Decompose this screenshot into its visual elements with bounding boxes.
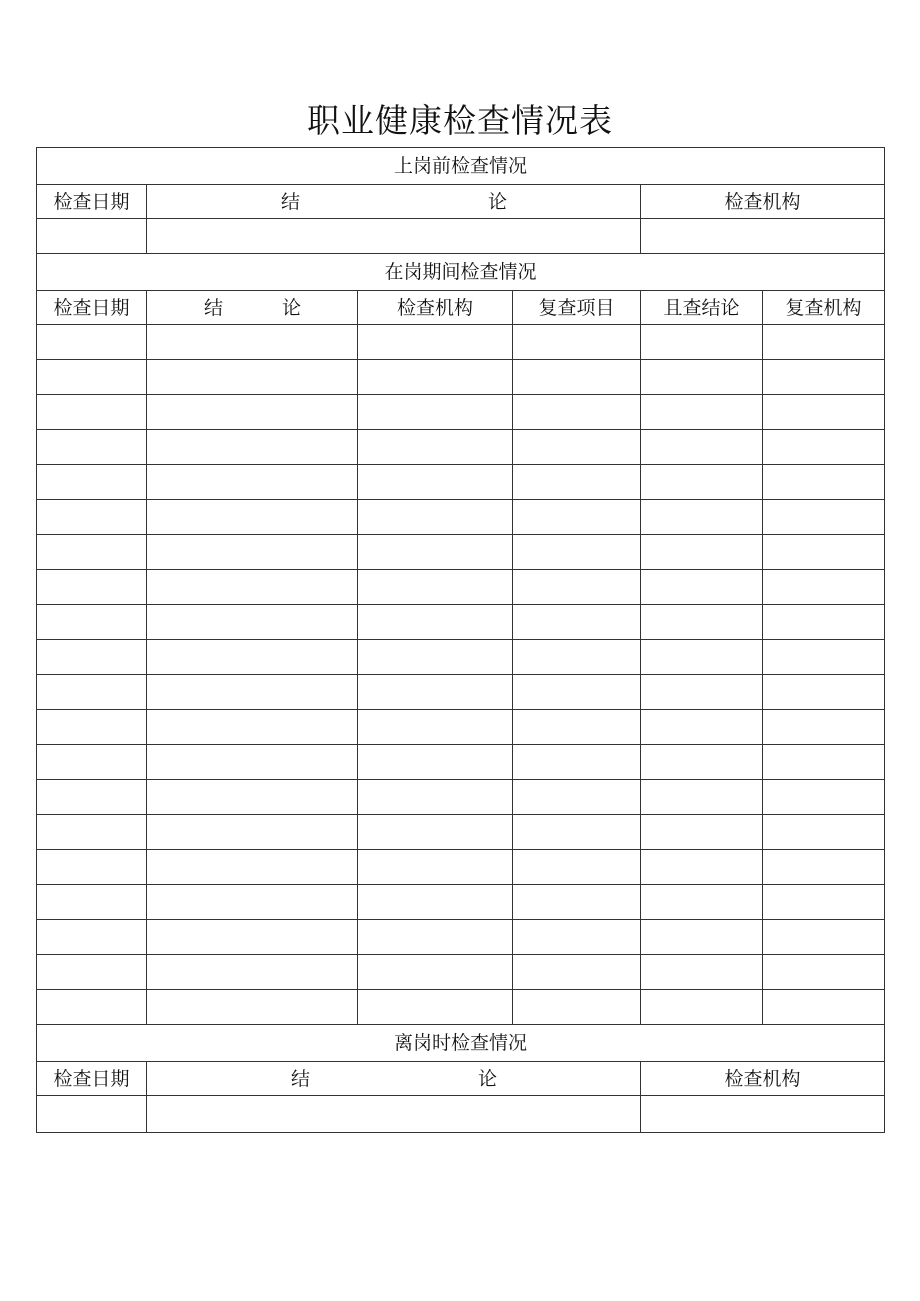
duty-recheck-items-cell[interactable] (513, 990, 641, 1025)
duty-conclusion-cell[interactable] (147, 675, 358, 710)
duty-date-cell[interactable] (37, 920, 147, 955)
duty-institution-cell[interactable] (358, 640, 513, 675)
duty-recheck-conclusion-cell[interactable] (641, 570, 763, 605)
on-duty-entry-row (37, 430, 885, 465)
pre-institution-header: 检查机构 (641, 185, 885, 219)
duty-recheck-items-cell[interactable] (513, 955, 641, 990)
duty-recheck-institution-cell[interactable] (763, 780, 885, 815)
duty-recheck-items-cell[interactable] (513, 920, 641, 955)
exit-conclusion-cell[interactable] (147, 1096, 641, 1133)
duty-recheck-conclusion-cell[interactable] (641, 675, 763, 710)
on-duty-entry-row (37, 850, 885, 885)
duty-recheck-conclusion-cell[interactable] (641, 325, 763, 360)
duty-conclusion-cell[interactable] (147, 710, 358, 745)
on-duty-entry-row (37, 955, 885, 990)
duty-recheck-conclusion-cell[interactable] (641, 500, 763, 535)
on-duty-entry-row (37, 920, 885, 955)
duty-conclusion-cell[interactable] (147, 850, 358, 885)
duty-conclusion-cell[interactable] (147, 955, 358, 990)
duty-institution-cell[interactable] (358, 850, 513, 885)
duty-recheck-items-cell[interactable] (513, 675, 641, 710)
duty-date-cell[interactable] (37, 850, 147, 885)
duty-institution-cell[interactable] (358, 605, 513, 640)
duty-recheck-items-cell[interactable] (513, 640, 641, 675)
duty-institution-cell[interactable] (358, 920, 513, 955)
on-duty-entry-row (37, 745, 885, 780)
pre-employment-entry-row (37, 219, 885, 254)
duty-recheck-conclusion-cell[interactable] (641, 605, 763, 640)
duty-recheck-institution-cell[interactable] (763, 570, 885, 605)
duty-conclusion-cell[interactable] (147, 535, 358, 570)
duty-conclusion-header (147, 291, 358, 325)
exit-conclusion-header (147, 1062, 641, 1096)
duty-date-cell[interactable] (37, 535, 147, 570)
duty-recheck-items-cell[interactable] (513, 710, 641, 745)
pre-date-header: 检查日期 (37, 185, 147, 219)
duty-date-header: 检查日期 (37, 291, 147, 325)
duty-date-cell[interactable] (37, 885, 147, 920)
duty-recheck-items-cell[interactable] (513, 325, 641, 360)
duty-institution-cell[interactable] (358, 955, 513, 990)
pre-conclusion-cell[interactable] (147, 219, 641, 254)
duty-institution-cell[interactable] (358, 535, 513, 570)
on-duty-entry-row (37, 500, 885, 535)
duty-date-cell[interactable] (37, 360, 147, 395)
exit-header-row (37, 1062, 885, 1096)
duty-recheck-items-cell[interactable] (513, 815, 641, 850)
duty-recheck-conclusion-cell[interactable] (641, 745, 763, 780)
duty-recheck-items-cell[interactable] (513, 605, 641, 640)
duty-conclusion-cell[interactable] (147, 815, 358, 850)
duty-recheck-items-cell[interactable] (513, 430, 641, 465)
duty-recheck-institution-cell[interactable] (763, 745, 885, 780)
duty-recheck-institution-cell[interactable] (763, 535, 885, 570)
duty-institution-cell[interactable] (358, 360, 513, 395)
duty-institution-cell[interactable] (358, 990, 513, 1025)
duty-recheck-conclusion-cell[interactable] (641, 360, 763, 395)
pre-institution-cell[interactable] (641, 219, 885, 254)
on-duty-entry-row (37, 465, 885, 500)
duty-recheck-institution-cell[interactable] (763, 920, 885, 955)
duty-institution-cell[interactable] (358, 465, 513, 500)
duty-conclusion-cell[interactable] (147, 990, 358, 1025)
duty-recheck-items-cell[interactable] (513, 395, 641, 430)
pre-employment-section-title: 上岗前检查情况 (37, 148, 885, 185)
duty-date-cell[interactable] (37, 325, 147, 360)
on-duty-header-row (37, 291, 885, 325)
duty-institution-cell[interactable] (358, 430, 513, 465)
pre-conclusion-header (147, 185, 641, 219)
duty-recheck-conclusion-cell[interactable] (641, 465, 763, 500)
on-duty-entry-row (37, 885, 885, 920)
duty-recheck-institution-cell[interactable] (763, 675, 885, 710)
duty-recheck-conclusion-cell[interactable] (641, 535, 763, 570)
duty-date-cell[interactable] (37, 710, 147, 745)
duty-date-cell[interactable] (37, 465, 147, 500)
duty-recheck-items-cell[interactable] (513, 850, 641, 885)
on-duty-entry-row (37, 675, 885, 710)
pre-employment-header-row (37, 185, 885, 219)
duty-conclusion-cell[interactable] (147, 920, 358, 955)
duty-conclusion-cell[interactable] (147, 780, 358, 815)
duty-conclusion-cell[interactable] (147, 570, 358, 605)
on-duty-entry-row (37, 780, 885, 815)
duty-date-cell[interactable] (37, 990, 147, 1025)
duty-institution-cell[interactable] (358, 745, 513, 780)
duty-recheck-conclusion-cell[interactable] (641, 955, 763, 990)
duty-recheck-items-cell[interactable] (513, 360, 641, 395)
duty-recheck-conclusion-cell[interactable] (641, 430, 763, 465)
duty-date-cell[interactable] (37, 430, 147, 465)
duty-recheck-institution-cell[interactable] (763, 990, 885, 1025)
duty-conclusion-header-a: 结 (204, 296, 224, 319)
duty-institution-cell[interactable] (358, 675, 513, 710)
duty-date-cell[interactable] (37, 675, 147, 710)
exit-date-header: 检查日期 (37, 1062, 147, 1096)
duty-recheck-items-cell[interactable] (513, 535, 641, 570)
duty-date-cell[interactable] (37, 500, 147, 535)
duty-recheck-conclusion-header: 且查结论 (641, 291, 763, 325)
on-duty-section-title: 在岗期间检查情况 (37, 254, 885, 291)
duty-institution-cell[interactable] (358, 570, 513, 605)
duty-conclusion-cell[interactable] (147, 605, 358, 640)
duty-recheck-institution-cell[interactable] (763, 605, 885, 640)
health-check-table (36, 147, 885, 1133)
duty-institution-cell[interactable] (358, 325, 513, 360)
duty-conclusion-cell[interactable] (147, 640, 358, 675)
on-duty-entry-row (37, 605, 885, 640)
duty-conclusion-cell[interactable] (147, 465, 358, 500)
duty-institution-cell[interactable] (358, 710, 513, 745)
duty-date-cell[interactable] (37, 745, 147, 780)
duty-recheck-conclusion-cell[interactable] (641, 640, 763, 675)
duty-recheck-institution-cell[interactable] (763, 955, 885, 990)
duty-recheck-items-cell[interactable] (513, 465, 641, 500)
page-title: 职业健康检查情况表 (307, 101, 613, 140)
duty-conclusion-cell[interactable] (147, 885, 358, 920)
duty-recheck-items-cell[interactable] (513, 570, 641, 605)
duty-recheck-conclusion-cell[interactable] (641, 920, 763, 955)
pre-employment-section-row (37, 148, 885, 185)
on-duty-entry-row (37, 815, 885, 850)
exit-institution-header: 检查机构 (641, 1062, 885, 1096)
duty-date-cell[interactable] (37, 605, 147, 640)
duty-conclusion-cell[interactable] (147, 395, 358, 430)
on-duty-entry-row (37, 640, 885, 675)
pre-date-cell[interactable] (37, 219, 147, 254)
duty-date-cell[interactable] (37, 815, 147, 850)
duty-recheck-items-cell[interactable] (513, 500, 641, 535)
on-duty-entry-row (37, 990, 885, 1025)
duty-conclusion-cell[interactable] (147, 745, 358, 780)
duty-date-cell[interactable] (37, 395, 147, 430)
duty-recheck-conclusion-cell[interactable] (641, 395, 763, 430)
exit-date-cell[interactable] (37, 1096, 147, 1133)
exit-section-row (37, 1025, 885, 1062)
duty-recheck-institution-cell[interactable] (763, 500, 885, 535)
on-duty-entry-row (37, 325, 885, 360)
duty-recheck-institution-header: 复查机构 (763, 291, 885, 325)
duty-institution-cell[interactable] (358, 500, 513, 535)
duty-institution-cell[interactable] (358, 780, 513, 815)
exit-conclusion-header-b: 论 (477, 1067, 497, 1090)
on-duty-entry-row (37, 570, 885, 605)
duty-recheck-conclusion-cell[interactable] (641, 885, 763, 920)
duty-recheck-items-cell[interactable] (513, 780, 641, 815)
duty-recheck-conclusion-cell[interactable] (641, 780, 763, 815)
duty-conclusion-cell[interactable] (147, 360, 358, 395)
duty-institution-header: 检查机构 (358, 291, 513, 325)
duty-conclusion-header-b: 论 (281, 296, 301, 319)
duty-recheck-institution-cell[interactable] (763, 815, 885, 850)
on-duty-section-row (37, 254, 885, 291)
duty-institution-cell[interactable] (358, 395, 513, 430)
duty-recheck-conclusion-cell[interactable] (641, 990, 763, 1025)
duty-recheck-items-cell[interactable] (513, 745, 641, 780)
exit-entry-row (37, 1096, 885, 1133)
duty-recheck-institution-cell[interactable] (763, 885, 885, 920)
pre-conclusion-header-b: 论 (487, 190, 507, 213)
pre-conclusion-header-a: 结 (281, 190, 301, 213)
duty-recheck-institution-cell[interactable] (763, 850, 885, 885)
duty-recheck-items-cell[interactable] (513, 885, 641, 920)
duty-conclusion-cell[interactable] (147, 325, 358, 360)
exit-conclusion-header-a: 结 (291, 1067, 311, 1090)
duty-recheck-institution-cell[interactable] (763, 395, 885, 430)
on-duty-entry-row (37, 395, 885, 430)
duty-date-cell[interactable] (37, 955, 147, 990)
duty-recheck-institution-cell[interactable] (763, 360, 885, 395)
on-duty-entry-row (37, 535, 885, 570)
duty-date-cell[interactable] (37, 780, 147, 815)
duty-recheck-institution-cell[interactable] (763, 430, 885, 465)
duty-conclusion-cell[interactable] (147, 430, 358, 465)
duty-date-cell[interactable] (37, 570, 147, 605)
duty-date-cell[interactable] (37, 640, 147, 675)
exit-section-title: 离岗时检查情况 (37, 1025, 885, 1062)
on-duty-entry-row (37, 360, 885, 395)
duty-recheck-institution-cell[interactable] (763, 325, 885, 360)
duty-recheck-conclusion-cell[interactable] (641, 850, 763, 885)
duty-institution-cell[interactable] (358, 815, 513, 850)
exit-institution-cell[interactable] (641, 1096, 885, 1133)
duty-recheck-conclusion-cell[interactable] (641, 815, 763, 850)
duty-recheck-institution-cell[interactable] (763, 710, 885, 745)
on-duty-entry-row (37, 710, 885, 745)
duty-conclusion-cell[interactable] (147, 500, 358, 535)
duty-recheck-conclusion-cell[interactable] (641, 710, 763, 745)
duty-recheck-institution-cell[interactable] (763, 640, 885, 675)
duty-recheck-items-header: 复查项目 (513, 291, 641, 325)
duty-recheck-institution-cell[interactable] (763, 465, 885, 500)
duty-institution-cell[interactable] (358, 885, 513, 920)
